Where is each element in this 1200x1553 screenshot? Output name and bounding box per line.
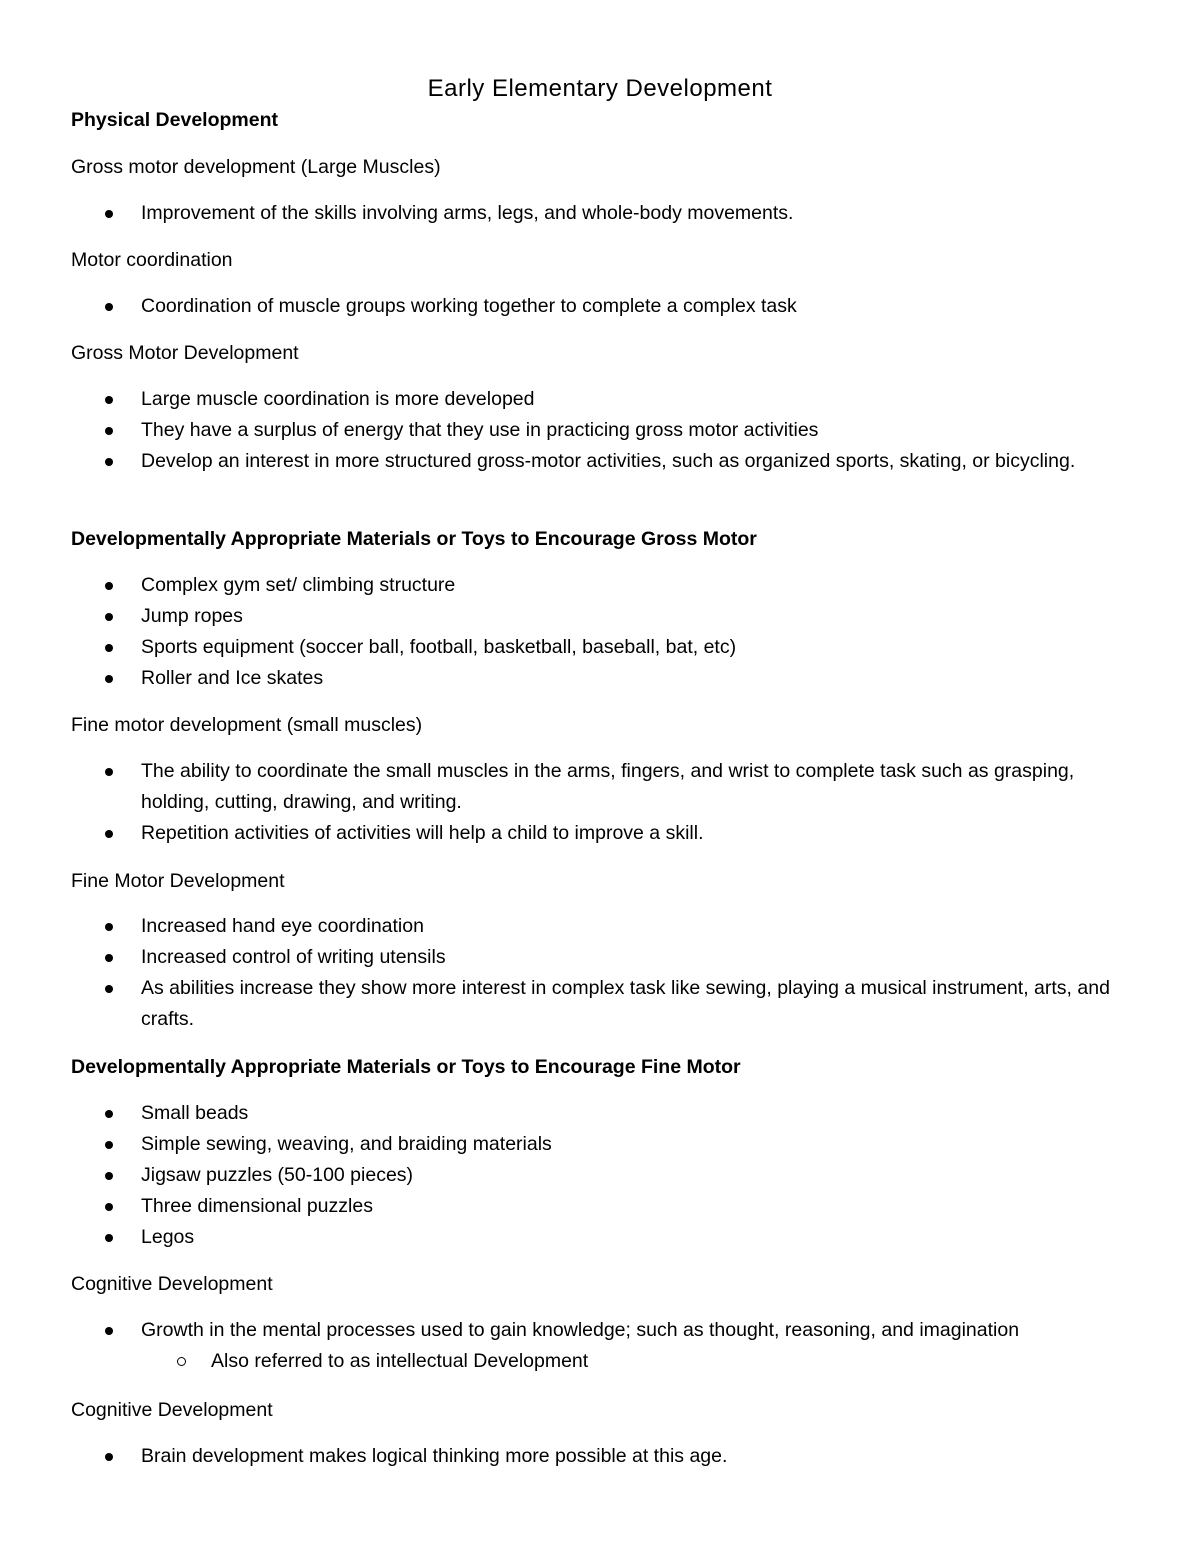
list-gross-motor-large-muscles — [0, 198, 1200, 229]
bullet-icon — [105, 458, 113, 466]
bullet-icon — [105, 1234, 113, 1242]
list-item: Growth in the mental processes used to gain knowledge; such as thought, reasoning, and imagination — [0, 1315, 1200, 1346]
bullet-icon — [105, 613, 113, 621]
list-fine-motor-small-muscles — [0, 756, 1200, 849]
list-item: Repetition activities of activities will help a child to improve a skill. — [0, 818, 1200, 849]
bullet-icon — [105, 1327, 113, 1335]
list-item: Simple sewing, weaving, and braiding materials — [0, 1129, 1200, 1160]
bullet-icon — [105, 1110, 113, 1118]
list-item: Improvement of the skills involving arms, legs, and whole-body movements. — [0, 198, 1200, 229]
list-item: Legos — [0, 1222, 1200, 1253]
list-gross-motor-development — [0, 384, 1200, 477]
heading-motor-coordination: Motor coordination — [71, 249, 233, 271]
bullet-icon — [105, 1453, 113, 1461]
bullet-icon — [105, 830, 113, 838]
heading-gross-motor-development: Gross Motor Development — [71, 342, 299, 364]
heading-fine-motor-development: Fine Motor Development — [71, 870, 285, 892]
list-item: Jigsaw puzzles (50-100 pieces) — [0, 1160, 1200, 1191]
list-item: Coordination of muscle groups working together to complete a complex task — [0, 291, 1200, 322]
list-item: Jump ropes — [0, 601, 1200, 632]
bullet-icon — [105, 985, 113, 993]
list-cognitive-development-2 — [0, 1441, 1200, 1472]
bullet-icon — [105, 1172, 113, 1180]
heading-physical-development: Physical Development — [71, 109, 278, 131]
heading-fine-motor-small-muscles: Fine motor development (small muscles) — [71, 714, 423, 736]
list-item: Increased hand eye coordination — [0, 911, 1200, 942]
list-item: Sports equipment (soccer ball, football, basketball, baseball, bat, etc) — [0, 632, 1200, 663]
bullet-icon — [105, 923, 113, 931]
document-title: Early Elementary Development — [427, 75, 773, 102]
list-item: Increased control of writing utensils — [0, 942, 1200, 973]
heading-cognitive-development: Cognitive Development — [71, 1273, 273, 1295]
list-item: Large muscle coordination is more developed — [0, 384, 1200, 415]
list-item: As abilities increase they show more interest in complex task like sewing, playing a musical instrument, arts, and crafts. — [0, 973, 1200, 1035]
list-item: The ability to coordinate the small muscles in the arms, fingers, and wrist to complete task such as grasping, holding, cutting, drawing, and writing. — [0, 756, 1200, 818]
list-item: Small beads — [0, 1098, 1200, 1129]
list-item: They have a surplus of energy that they use in practicing gross motor activities — [0, 415, 1200, 446]
bullet-icon — [105, 1141, 113, 1149]
heading-cognitive-development-2: Cognitive Development — [71, 1399, 273, 1421]
bullet-icon — [105, 954, 113, 962]
list-cognitive-development — [0, 1315, 1200, 1377]
list-fine-motor-toys — [0, 1098, 1200, 1253]
bullet-icon — [105, 427, 113, 435]
bullet-icon — [105, 396, 113, 404]
sub-list-item: Also referred to as intellectual Development — [0, 1346, 1200, 1377]
list-item: Three dimensional puzzles — [0, 1191, 1200, 1222]
bullet-icon — [105, 675, 113, 683]
bullet-icon — [105, 210, 113, 218]
bullet-icon — [105, 1203, 113, 1211]
bullet-icon — [105, 644, 113, 652]
bullet-icon — [105, 303, 113, 311]
list-item: Complex gym set/ climbing structure — [0, 570, 1200, 601]
list-fine-motor-development — [0, 911, 1200, 1035]
list-motor-coordination — [0, 291, 1200, 322]
list-item: Roller and Ice skates — [0, 663, 1200, 694]
heading-gross-motor-toys: Developmentally Appropriate Materials or Toys to Encourage Gross Motor — [71, 528, 757, 550]
heading-gross-motor-large-muscles: Gross motor development (Large Muscles) — [71, 156, 441, 178]
list-item: Brain development makes logical thinking more possible at this age. — [0, 1441, 1200, 1472]
bullet-icon — [105, 768, 113, 776]
heading-fine-motor-toys: Developmentally Appropriate Materials or Toys to Encourage Fine Motor — [71, 1056, 741, 1078]
list-item: Develop an interest in more structured gross-motor activities, such as organized sports, skating, or bicycling. — [0, 446, 1200, 477]
bullet-icon — [105, 582, 113, 590]
hollow-bullet-icon — [177, 1357, 186, 1366]
list-gross-motor-toys — [0, 570, 1200, 694]
